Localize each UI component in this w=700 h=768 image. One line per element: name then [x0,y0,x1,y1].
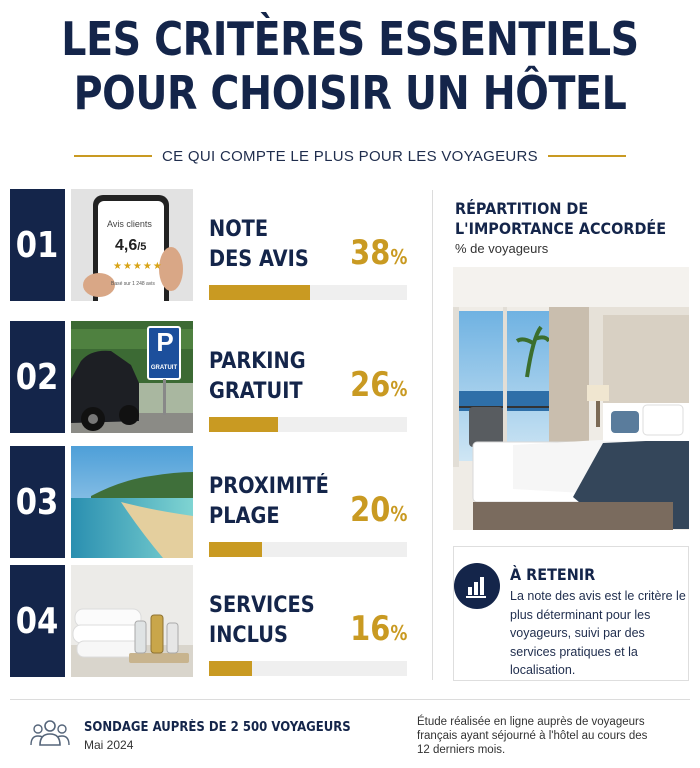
subtitle-rule-left [74,155,152,157]
criterion-number: 02 [10,321,65,433]
rating-title: Avis clients [107,219,152,229]
title-line-1: LES CRITÈRES ESSENTIELS [61,12,639,66]
reviews-phone-photo [71,189,193,301]
criterion-label: PROXIMITÉ PLAGE [209,474,329,529]
rating-count: Basé sur 1 248 avis [111,281,155,287]
criterion-label: PARKING GRATUIT [209,349,306,404]
page-subtitle: CE QUI COMPTE LE PLUS POUR LES VOYAGEURS [162,147,538,165]
progress-fill [209,285,310,300]
takeaway-title: À RETENIR [510,565,596,584]
progress-bar [209,285,407,300]
criterion-card-3 [10,446,415,558]
progress-fill [209,661,252,676]
criterion-card-2 [10,321,415,433]
people-group-icon [30,717,70,749]
sidebar-subtitle: % de voyageurs [455,241,549,256]
footer-divider [10,699,690,700]
towels-photo [71,565,193,677]
column-divider [432,190,433,680]
rating-value: 4,6/5 [115,237,147,254]
criterion-number: 04 [10,565,65,677]
progress-fill [209,542,262,557]
criterion-number: 01 [10,189,65,301]
survey-date: Mai 2024 [84,738,134,752]
criterion-label: SERVICES INCLUS [209,593,315,648]
beach-photo [71,446,193,558]
survey-note: Étude réalisée en ligne auprès de voyageurs français ayant séjourné à l'hôtel au cours des 12 derniers mois. [417,716,648,756]
progress-bar [209,661,407,676]
subtitle-row [74,146,626,166]
criterion-number: 03 [10,446,65,558]
takeaway-text: La note des avis est le critère le plus déterminant pour les voyageurs, suivi par des services pratiques et la localisation. [510,589,686,677]
criterion-card-1 [10,189,415,301]
subtitle-rule-right [548,155,626,157]
criterion-label: NOTE DES AVIS [209,217,309,272]
bar-chart-icon [454,563,500,609]
criterion-card-4 [10,565,415,677]
title-line-2: POUR CHOISIR UN HÔTEL [73,66,627,120]
hotel-room-photo [453,267,689,530]
sidebar-title: RÉPARTITION DE L'IMPORTANCE ACCORDÉE [455,199,667,238]
criterion-percent: 16% [349,609,407,649]
criterion-percent: 38% [349,233,407,273]
criterion-percent: 20% [349,490,407,530]
progress-fill [209,417,278,432]
survey-title: SONDAGE AUPRÈS DE 2 500 VOYAGEURS [84,720,351,735]
key-takeaway-box [453,546,689,681]
progress-bar [209,417,407,432]
rating-stars: ★★★★★ [113,261,163,272]
criterion-percent: 26% [349,365,407,405]
parking-sign-letter: P [156,327,174,357]
parking-sign-text: GRATUIT [150,365,178,371]
progress-bar [209,542,407,557]
page-title [49,12,651,120]
parking-photo [71,321,193,433]
